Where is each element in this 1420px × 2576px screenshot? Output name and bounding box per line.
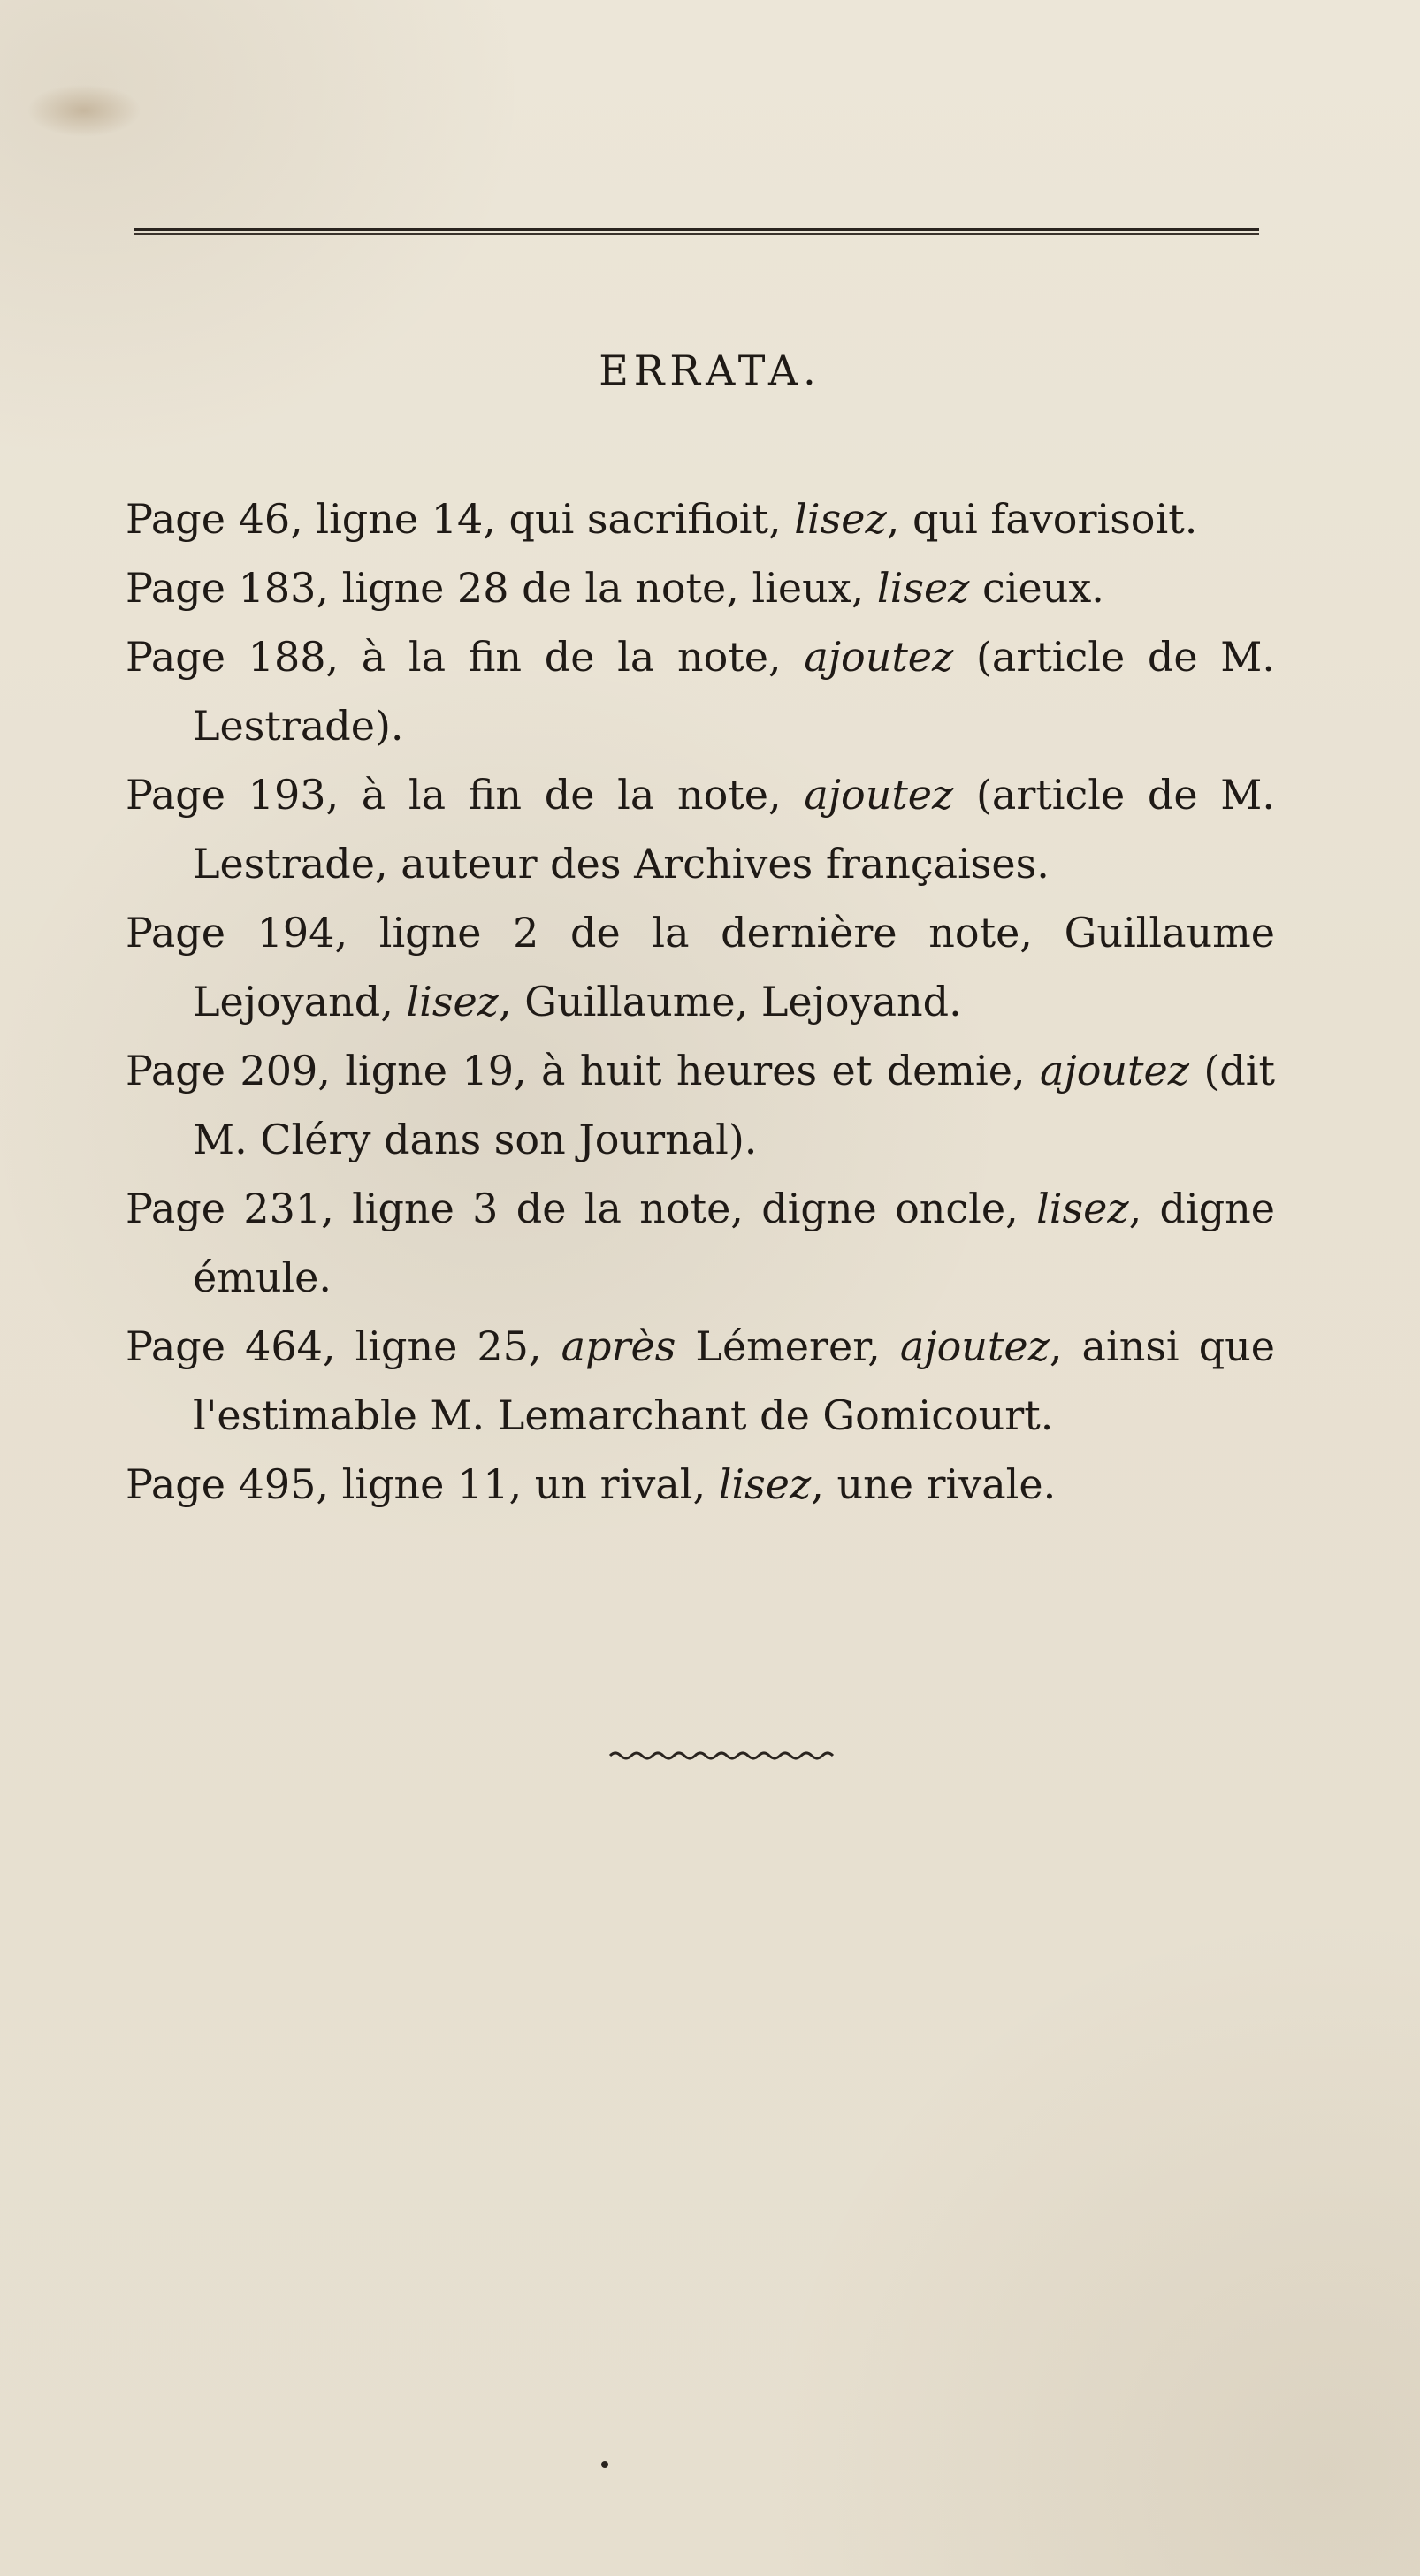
errata-text: Lémerer, (676, 1322, 900, 1370)
errata-instruction: ajoutez (899, 1322, 1050, 1370)
header-rule-thick (134, 228, 1259, 231)
errata-text: , digne émule. (193, 1185, 1288, 1301)
errata-instruction: après (561, 1322, 676, 1370)
errata-text: (article de M. Lestrade, auteur des Archives françaises. (193, 771, 1288, 888)
errata-text: Page 193, à la fin de la note, (126, 771, 805, 819)
errata-list (126, 484, 1288, 1519)
errata-text: , Guillaume, Lejoyand. (498, 978, 962, 1025)
errata-text: Page 183, ligne 28 de la note, lieux, (126, 564, 877, 612)
errata-entry (126, 553, 1275, 622)
errata-instruction: lisez (794, 495, 887, 543)
errata-text: (dit M. Cléry dans son Journal). (193, 1047, 1288, 1163)
errata-text: Page 495, ligne 11, un rival, (126, 1460, 719, 1508)
errata-text: , ainsi que l'estimable M. Lemarchant de Gomicourt. (193, 1322, 1288, 1439)
errata-instruction: lisez (876, 564, 970, 612)
errata-text: Page 464, ligne 25, (126, 1322, 561, 1370)
errata-text: , une rivale. (811, 1460, 1057, 1508)
paper-stain (27, 84, 141, 137)
ink-speck (601, 2461, 608, 2468)
errata-entry (126, 1036, 1288, 1174)
errata-text: , qui favorisoit. (886, 495, 1198, 543)
errata-entry (126, 898, 1288, 1036)
errata-entry (126, 484, 1275, 553)
header-rule (134, 228, 1259, 237)
errata-instruction: lisez (718, 1460, 812, 1508)
errata-text: Page 46, ligne 14, qui sacrifioit, (126, 495, 795, 543)
errata-instruction: lisez (406, 978, 499, 1025)
errata-text: Page 231, ligne 3 de la note, digne oncle, (126, 1185, 1037, 1232)
errata-text: Page 188, à la fin de la note, (126, 633, 805, 681)
ornamental-divider (608, 1749, 835, 1762)
errata-instruction: ajoutez (804, 771, 954, 819)
errata-instruction: ajoutez (1040, 1047, 1189, 1094)
errata-entry (126, 622, 1288, 760)
errata-entry (126, 1174, 1288, 1312)
ornament-wave-icon (608, 1749, 835, 1762)
errata-text: cieux. (969, 564, 1104, 612)
errata-text: Page 194, ligne 2 de la dernière note, Guillaume Lejoyand, (126, 909, 1288, 1025)
errata-entry (126, 1450, 1275, 1519)
errata-instruction: ajoutez (804, 633, 954, 681)
page-title: ERRATA. (599, 347, 821, 394)
header-rule-thin (134, 233, 1259, 235)
errata-entry (126, 1312, 1288, 1450)
errata-text: Page 209, ligne 19, à huit heures et demie, (126, 1047, 1041, 1094)
errata-text: (article de M. Lestrade). (193, 633, 1288, 750)
errata-instruction: lisez (1036, 1185, 1129, 1232)
errata-entry (126, 760, 1288, 898)
